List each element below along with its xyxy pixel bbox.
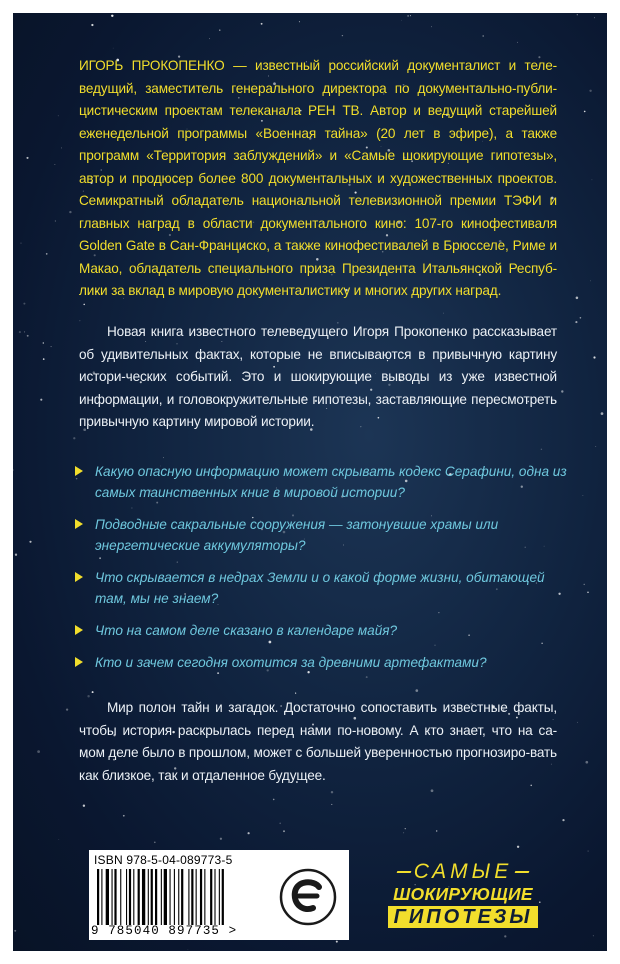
triangle-bullet-icon	[75, 519, 83, 529]
closing-paragraph: Мир полон тайн и загадок. Достаточно сопоставить известные факты, чтобы история раскрылась перед нами по-новому. А кто знает, что на са-мом деле было в прошлом, может с большей уверенностью прогнозиро-вать как близкое, так и отдаленное будущее.	[79, 700, 557, 783]
triangle-bullet-icon	[75, 625, 83, 635]
series-line-2: ШОКИРУЮЩИЕ	[393, 884, 533, 904]
author-name: ИГОРЬ ПРОКОПЕНКО	[79, 58, 225, 73]
barcode-number: 9 785040 897735 >	[91, 924, 238, 938]
question-item: Что на самом деле сказано в календаре майя?	[69, 620, 569, 641]
book-description: Новая книга известного телеведущего Игоря Прокопенко рассказывает об удивительных фактах, которые не вписываются в привычную картину истори-ческих событий. Это и шокирующие выводы из уже известной информации, и головокружительные гипотезы, заставляющие пересмотреть привычную картину мировой истории.	[79, 324, 557, 429]
author-bio-text: — известный российский документалист и теле-ведущий, заместитель генерального директора по документально-публи-цистическим проектам телеканала РЕН ТВ. Автор и ведущий старейшей еженедельной программы «Военная тайна» (20 лет в эфире), а также программ «Территория заблуждений» и «Самые шокирующие гипотезы», автор и продюсер более 800 документальных и художественных проектов. Семикратный обладатель национальной телевизионной премии ТЭФИ и главных наград в области документального кино: 107-го кинофестиваля Golden Gate в Сан-Франциско, а также кинофестивалей в Брюсселе, Риме и Макао, обладатель специального приза Президента Итальянской Респуб-лики за вклад в мировую документалистику и многих других наград.	[79, 58, 557, 298]
series-logo	[377, 861, 549, 931]
question-item: Какую опасную информацию может скрывать кодекс Серафини, одна из самых таинственных книг в мировой истории?	[69, 461, 569, 503]
barcode-icon	[95, 869, 273, 925]
question-item: Что скрывается в недрах Земли и о какой форме жизни, обитающей там, мы не знаем?	[69, 567, 569, 609]
author-bio	[79, 55, 557, 303]
isbn-label: ISBN 978-5-04-089773-5	[94, 853, 233, 867]
triangle-bullet-icon	[75, 657, 83, 667]
question-item: Подводные сакральные сооружения — затонувшие храмы или энергетические аккумуляторы?	[69, 514, 569, 556]
book-back-cover	[13, 13, 607, 951]
series-line-3: ГИПОТЕЗЫ	[388, 906, 539, 928]
triangle-bullet-icon	[75, 466, 83, 476]
question-item: Кто и зачем сегодня охотится за древними артефактами?	[69, 652, 569, 673]
series-line-1: САМЫЕ	[413, 860, 513, 883]
triangle-bullet-icon	[75, 572, 83, 582]
eksmo-logo-icon	[279, 868, 337, 926]
question-list	[69, 461, 569, 684]
barcode-panel	[89, 850, 349, 940]
